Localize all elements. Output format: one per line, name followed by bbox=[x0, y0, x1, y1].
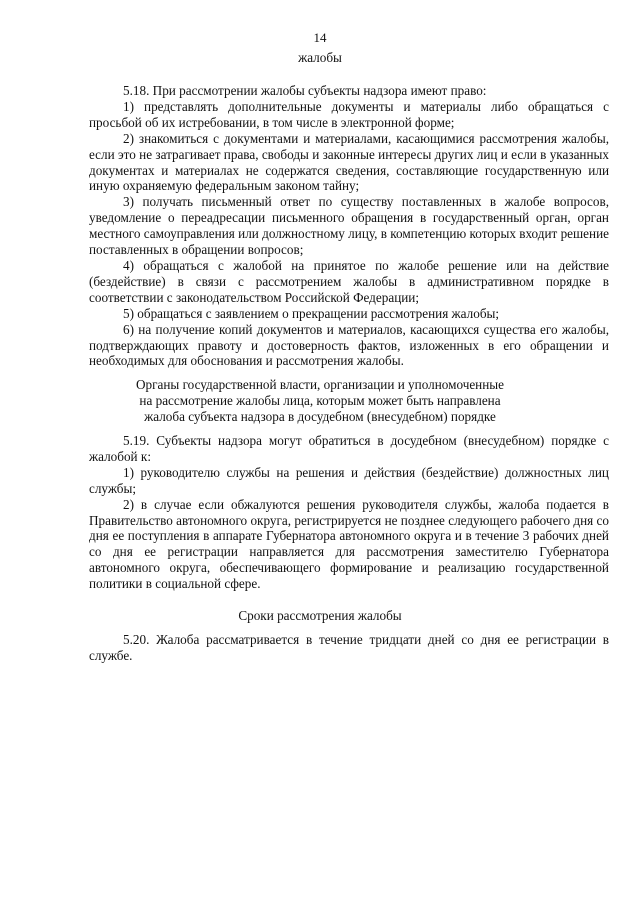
list-item: 1) руководителю службы на решения и действия (бездействие) должностных лиц службы; bbox=[89, 464, 609, 496]
continuation-text: жалобы bbox=[298, 50, 342, 65]
section-5-19 bbox=[89, 433, 609, 592]
section-5-20-text: 5.20. Жалоба рассматривается в течение тридцати дней со дня ее регистрации в службе. bbox=[89, 632, 609, 663]
heading-line: Сроки рассмотрения жалобы bbox=[238, 608, 402, 623]
heading-line: на рассмотрение жалобы лица, которым может быть направлена bbox=[139, 392, 501, 408]
list-item: 5) обращаться с заявлением о прекращении рассмотрения жалобы; bbox=[123, 305, 500, 321]
list-item: 2) знакомиться с документами и материалами, касающимися рассмотрения жалобы, если это не затрагивает права, свободы и законные интересы других лиц и если в указанных документах и материалах не содержатся сведения, составляющие государственную или иную охраняемую федеральным законом тайну; bbox=[89, 130, 609, 194]
list-item: 4) обращаться с жалобой на принятое по жалобе решение или на действие (бездействие) в связи с рассмотрением жалобы в административном порядке в соответствии с законодательством Российской Федерации; bbox=[89, 257, 609, 305]
section-5-18 bbox=[89, 83, 609, 369]
continuation-line bbox=[89, 50, 609, 66]
section-heading-terms bbox=[0, 608, 640, 624]
section-5-18-intro: 5.18. При рассмотрении жалобы субъекты надзора имеют право: bbox=[123, 83, 487, 98]
list-item: 3) получать письменный ответ по существу поставленных в жалобе вопросов, уведомление о переадресации письменного обращения в государственный орган, орган местного самоуправления или должностному лицу, в компетенцию которых входит решение поставленных в обращении вопросов; bbox=[89, 194, 610, 258]
list-item: 1) представлять дополнительные документы и материалы либо обращаться с просьбой об их истребовании, в том числе в электронной форме; bbox=[89, 98, 609, 130]
list-item: 2) в случае если обжалуются решения руководителя службы, жалоба подается в Правительство автономного округа, регистрируется не позднее следующего рабочего дня со дня ее поступления в аппарате Губернатора автономного округа и в течение 3 рабочих дней со дня ее регистрации направляется для рассмотрения заместителю Губернатора автономного округа, обеспечивающего формирование и реализацию государственной политики в социальной сфере. bbox=[89, 496, 609, 592]
heading-line: жалоба субъекта надзора в досудебном (внесудебном) порядке bbox=[144, 408, 496, 424]
list-item: 6) на получение копий документов и материалов, касающихся существа его жалобы, подтверждающих правоту и достоверность фактов, изложенных в его обращении и необходимых для обоснования и рассмотрения жалобы. bbox=[89, 321, 609, 369]
section-5-20 bbox=[89, 632, 609, 664]
section-heading-organs bbox=[0, 377, 640, 425]
page-number: 14 bbox=[313, 30, 327, 45]
heading-line: Органы государственной власти, организации и уполномоченные bbox=[135, 377, 505, 392]
section-5-19-intro: 5.19. Субъекты надзора могут обратиться в досудебном (внесудебном) порядке с жалобой к: bbox=[89, 433, 609, 464]
